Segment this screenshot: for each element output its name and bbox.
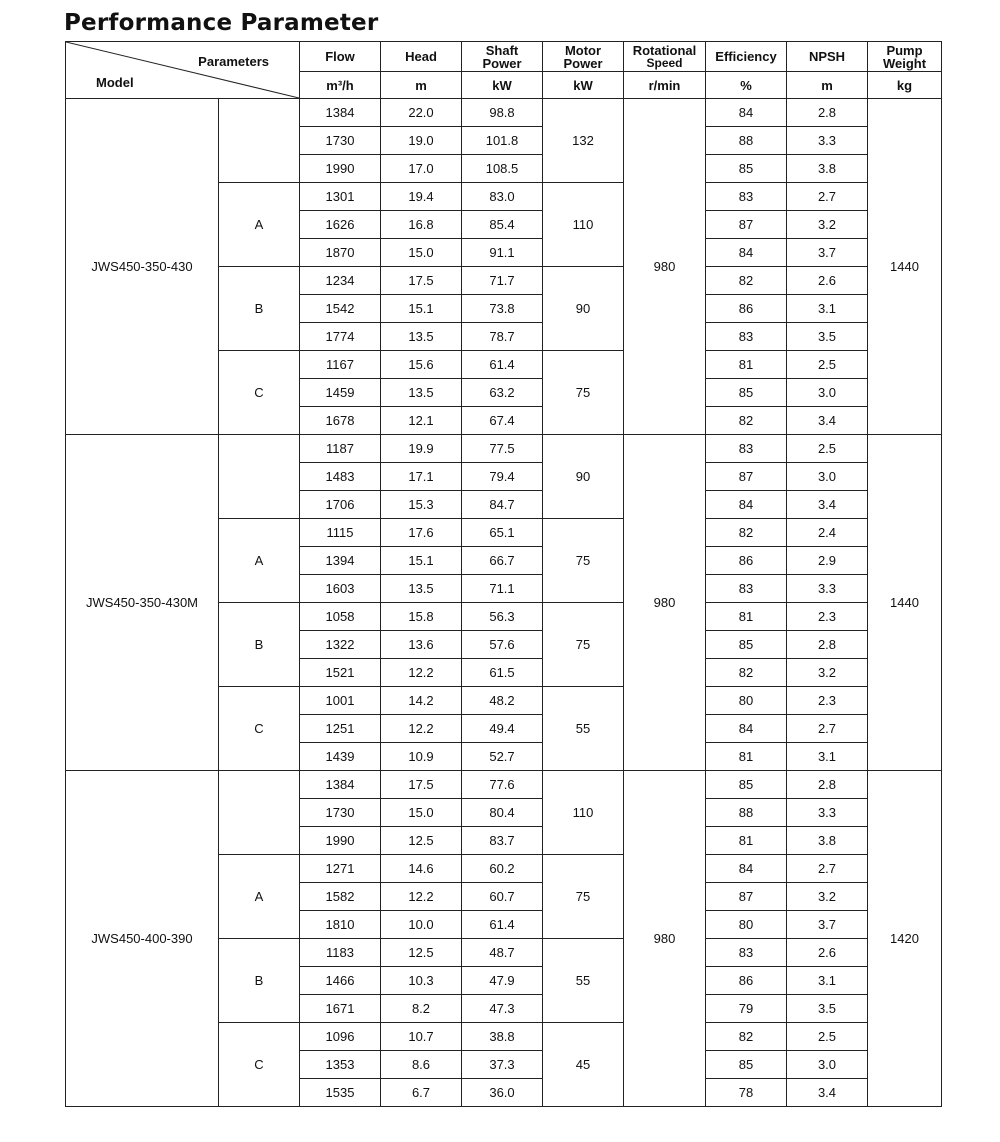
page-title: Performance Parameter xyxy=(64,10,379,36)
efficiency-cell: 84 xyxy=(706,491,787,519)
npsh-cell: 2.8 xyxy=(787,631,868,659)
parameters-label: Parameters xyxy=(198,54,269,69)
shaft-power-cell: 101.8 xyxy=(462,127,543,155)
efficiency-cell: 85 xyxy=(706,155,787,183)
efficiency-cell: 88 xyxy=(706,127,787,155)
shaft-power-cell: 48.7 xyxy=(462,939,543,967)
shaft-power-cell: 79.4 xyxy=(462,463,543,491)
head-cell: 12.1 xyxy=(381,407,462,435)
head-cell: 19.4 xyxy=(381,183,462,211)
efficiency-cell: 84 xyxy=(706,715,787,743)
flow-cell: 1671 xyxy=(300,995,381,1023)
efficiency-cell: 82 xyxy=(706,519,787,547)
motor-power-cell: 55 xyxy=(543,939,624,1023)
flow-cell: 1603 xyxy=(300,575,381,603)
shaft-power-cell: 83.0 xyxy=(462,183,543,211)
npsh-cell: 3.7 xyxy=(787,911,868,939)
motor-power-cell: 75 xyxy=(543,603,624,687)
shaft-power-cell: 77.5 xyxy=(462,435,543,463)
efficiency-cell: 80 xyxy=(706,687,787,715)
flow-cell: 1542 xyxy=(300,295,381,323)
rotational-speed-cell: 980 xyxy=(624,99,706,435)
npsh-cell: 3.0 xyxy=(787,463,868,491)
variant-label-cell xyxy=(219,771,300,855)
shaft-power-cell: 36.0 xyxy=(462,1079,543,1107)
flow-cell: 1466 xyxy=(300,967,381,995)
motor-power-cell: 75 xyxy=(543,855,624,939)
diagonal-header-cell xyxy=(66,42,300,99)
efficiency-cell: 80 xyxy=(706,911,787,939)
variant-label-cell: B xyxy=(219,939,300,1023)
npsh-cell: 3.2 xyxy=(787,211,868,239)
shaft-power-cell: 67.4 xyxy=(462,407,543,435)
npsh-cell: 3.3 xyxy=(787,127,868,155)
shaft-power-header xyxy=(462,42,543,72)
flow-cell: 1990 xyxy=(300,827,381,855)
npsh-cell: 2.9 xyxy=(787,547,868,575)
npsh-cell: 3.0 xyxy=(787,1051,868,1079)
head-cell: 16.8 xyxy=(381,211,462,239)
variant-label-cell: A xyxy=(219,183,300,267)
shaft-power-cell: 57.6 xyxy=(462,631,543,659)
efficiency-cell: 85 xyxy=(706,379,787,407)
flow-cell: 1483 xyxy=(300,463,381,491)
head-cell: 17.0 xyxy=(381,155,462,183)
flow-cell: 1730 xyxy=(300,799,381,827)
efficiency-cell: 79 xyxy=(706,995,787,1023)
npsh-cell: 3.8 xyxy=(787,827,868,855)
efficiency-cell: 81 xyxy=(706,351,787,379)
npsh-cell: 2.3 xyxy=(787,687,868,715)
npsh-cell: 3.4 xyxy=(787,1079,868,1107)
head-cell: 10.7 xyxy=(381,1023,462,1051)
head-cell: 12.2 xyxy=(381,715,462,743)
table-body xyxy=(66,99,942,1107)
efficiency-cell: 82 xyxy=(706,267,787,295)
shaft-power-cell: 63.2 xyxy=(462,379,543,407)
npsh-cell: 2.5 xyxy=(787,1023,868,1051)
motor-power-cell: 90 xyxy=(543,267,624,351)
efficiency-cell: 83 xyxy=(706,435,787,463)
model-name-cell: JWS450-350-430M xyxy=(66,435,219,771)
head-cell: 13.5 xyxy=(381,323,462,351)
head-cell: 12.5 xyxy=(381,827,462,855)
npsh-cell: 3.1 xyxy=(787,295,868,323)
npsh-header: NPSH xyxy=(787,42,868,72)
unit-cell: kg xyxy=(868,72,942,99)
variant-label-cell: C xyxy=(219,687,300,771)
shaft-power-cell: 71.7 xyxy=(462,267,543,295)
npsh-cell: 2.7 xyxy=(787,183,868,211)
npsh-cell: 3.2 xyxy=(787,883,868,911)
efficiency-cell: 82 xyxy=(706,1023,787,1051)
npsh-cell: 3.1 xyxy=(787,743,868,771)
motor-power-cell: 75 xyxy=(543,519,624,603)
pump-weight-cell: 1440 xyxy=(868,99,942,435)
pump-weight-label: Pump Weight xyxy=(882,42,927,71)
flow-cell: 1626 xyxy=(300,211,381,239)
shaft-power-cell: 49.4 xyxy=(462,715,543,743)
head-cell: 10.9 xyxy=(381,743,462,771)
flow-cell: 1058 xyxy=(300,603,381,631)
speed-label: Speed xyxy=(646,55,683,70)
flow-cell: 1535 xyxy=(300,1079,381,1107)
efficiency-cell: 82 xyxy=(706,659,787,687)
efficiency-cell: 85 xyxy=(706,771,787,799)
motor-power-cell: 45 xyxy=(543,1023,624,1107)
head-cell: 10.0 xyxy=(381,911,462,939)
shaft-power-cell: 66.7 xyxy=(462,547,543,575)
shaft-power-cell: 108.5 xyxy=(462,155,543,183)
flow-cell: 1730 xyxy=(300,127,381,155)
shaft-power-cell: 73.8 xyxy=(462,295,543,323)
flow-cell: 1167 xyxy=(300,351,381,379)
rotational-speed-header xyxy=(624,42,706,72)
head-cell: 12.2 xyxy=(381,883,462,911)
head-cell: 15.1 xyxy=(381,295,462,323)
flow-cell: 1251 xyxy=(300,715,381,743)
npsh-cell: 2.3 xyxy=(787,603,868,631)
npsh-cell: 2.5 xyxy=(787,435,868,463)
flow-cell: 1183 xyxy=(300,939,381,967)
efficiency-cell: 81 xyxy=(706,603,787,631)
shaft-power-cell: 61.4 xyxy=(462,351,543,379)
efficiency-cell: 83 xyxy=(706,939,787,967)
table-row xyxy=(66,771,942,799)
npsh-cell: 3.5 xyxy=(787,323,868,351)
model-name-cell: JWS450-400-390 xyxy=(66,771,219,1107)
flow-cell: 1384 xyxy=(300,771,381,799)
shaft-power-cell: 77.6 xyxy=(462,771,543,799)
motor-power-cell: 110 xyxy=(543,771,624,855)
npsh-cell: 3.8 xyxy=(787,155,868,183)
shaft-power-cell: 84.7 xyxy=(462,491,543,519)
table-row xyxy=(66,435,942,463)
shaft-power-cell: 47.3 xyxy=(462,995,543,1023)
flow-header: Flow xyxy=(300,42,381,72)
efficiency-cell: 84 xyxy=(706,855,787,883)
head-cell: 17.5 xyxy=(381,771,462,799)
head-cell: 19.9 xyxy=(381,435,462,463)
model-name-cell: JWS450-350-430 xyxy=(66,99,219,435)
head-cell: 12.2 xyxy=(381,659,462,687)
flow-cell: 1187 xyxy=(300,435,381,463)
efficiency-cell: 86 xyxy=(706,967,787,995)
npsh-cell: 2.5 xyxy=(787,351,868,379)
head-cell: 6.7 xyxy=(381,1079,462,1107)
head-cell: 10.3 xyxy=(381,967,462,995)
unit-cell: m³/h xyxy=(300,72,381,99)
head-header: Head xyxy=(381,42,462,72)
flow-cell: 1582 xyxy=(300,883,381,911)
flow-cell: 1678 xyxy=(300,407,381,435)
efficiency-cell: 84 xyxy=(706,99,787,127)
head-cell: 8.6 xyxy=(381,1051,462,1079)
efficiency-cell: 78 xyxy=(706,1079,787,1107)
npsh-cell: 3.4 xyxy=(787,491,868,519)
head-cell: 17.5 xyxy=(381,267,462,295)
head-cell: 15.1 xyxy=(381,547,462,575)
head-cell: 19.0 xyxy=(381,127,462,155)
unit-cell: kW xyxy=(462,72,543,99)
efficiency-header: Efficiency xyxy=(706,42,787,72)
motor-power-cell: 132 xyxy=(543,99,624,183)
flow-cell: 1459 xyxy=(300,379,381,407)
efficiency-cell: 86 xyxy=(706,295,787,323)
head-cell: 13.6 xyxy=(381,631,462,659)
npsh-cell: 2.6 xyxy=(787,267,868,295)
shaft-power-cell: 98.8 xyxy=(462,99,543,127)
variant-label-cell xyxy=(219,99,300,183)
table-row xyxy=(66,99,942,127)
efficiency-cell: 84 xyxy=(706,239,787,267)
head-cell: 15.0 xyxy=(381,239,462,267)
efficiency-cell: 83 xyxy=(706,575,787,603)
npsh-cell: 3.3 xyxy=(787,575,868,603)
efficiency-cell: 88 xyxy=(706,799,787,827)
head-cell: 15.8 xyxy=(381,603,462,631)
efficiency-cell: 81 xyxy=(706,827,787,855)
flow-cell: 1322 xyxy=(300,631,381,659)
flow-cell: 1810 xyxy=(300,911,381,939)
motor-power-label: Motor Power xyxy=(563,42,603,71)
shaft-power-cell: 38.8 xyxy=(462,1023,543,1051)
shaft-power-cell: 52.7 xyxy=(462,743,543,771)
shaft-power-cell: 37.3 xyxy=(462,1051,543,1079)
motor-power-cell: 110 xyxy=(543,183,624,267)
shaft-power-cell: 71.1 xyxy=(462,575,543,603)
flow-cell: 1394 xyxy=(300,547,381,575)
efficiency-cell: 87 xyxy=(706,883,787,911)
motor-power-header xyxy=(543,42,624,72)
unit-cell: r/min xyxy=(624,72,706,99)
npsh-cell: 2.7 xyxy=(787,715,868,743)
unit-cell: m xyxy=(381,72,462,99)
variant-label-cell: B xyxy=(219,267,300,351)
flow-cell: 1001 xyxy=(300,687,381,715)
npsh-cell: 3.1 xyxy=(787,967,868,995)
head-cell: 17.1 xyxy=(381,463,462,491)
motor-power-cell: 75 xyxy=(543,351,624,435)
efficiency-cell: 81 xyxy=(706,743,787,771)
npsh-cell: 3.4 xyxy=(787,407,868,435)
shaft-power-cell: 61.4 xyxy=(462,911,543,939)
npsh-cell: 3.0 xyxy=(787,379,868,407)
efficiency-cell: 85 xyxy=(706,1051,787,1079)
motor-power-cell: 55 xyxy=(543,687,624,771)
npsh-cell: 3.7 xyxy=(787,239,868,267)
efficiency-cell: 82 xyxy=(706,407,787,435)
shaft-power-cell: 91.1 xyxy=(462,239,543,267)
flow-cell: 1301 xyxy=(300,183,381,211)
efficiency-cell: 87 xyxy=(706,211,787,239)
unit-cell: kW xyxy=(543,72,624,99)
flow-cell: 1774 xyxy=(300,323,381,351)
shaft-power-cell: 80.4 xyxy=(462,799,543,827)
npsh-cell: 3.2 xyxy=(787,659,868,687)
variant-label-cell xyxy=(219,435,300,519)
shaft-power-cell: 85.4 xyxy=(462,211,543,239)
flow-cell: 1096 xyxy=(300,1023,381,1051)
flow-cell: 1870 xyxy=(300,239,381,267)
head-cell: 15.6 xyxy=(381,351,462,379)
motor-power-cell: 90 xyxy=(543,435,624,519)
shaft-power-cell: 78.7 xyxy=(462,323,543,351)
shaft-power-cell: 48.2 xyxy=(462,687,543,715)
head-cell: 13.5 xyxy=(381,379,462,407)
efficiency-cell: 86 xyxy=(706,547,787,575)
npsh-cell: 3.5 xyxy=(787,995,868,1023)
npsh-cell: 3.3 xyxy=(787,799,868,827)
head-cell: 15.3 xyxy=(381,491,462,519)
head-cell: 8.2 xyxy=(381,995,462,1023)
head-cell: 12.5 xyxy=(381,939,462,967)
shaft-power-cell: 56.3 xyxy=(462,603,543,631)
efficiency-cell: 85 xyxy=(706,631,787,659)
flow-cell: 1115 xyxy=(300,519,381,547)
shaft-power-label: Shaft Power xyxy=(482,42,522,71)
flow-cell: 1439 xyxy=(300,743,381,771)
head-cell: 17.6 xyxy=(381,519,462,547)
npsh-cell: 2.7 xyxy=(787,855,868,883)
pump-weight-header xyxy=(868,42,942,72)
model-label: Model xyxy=(96,75,134,90)
shaft-power-cell: 47.9 xyxy=(462,967,543,995)
variant-label-cell: B xyxy=(219,603,300,687)
flow-cell: 1706 xyxy=(300,491,381,519)
flow-cell: 1990 xyxy=(300,155,381,183)
variant-label-cell: C xyxy=(219,351,300,435)
npsh-cell: 2.4 xyxy=(787,519,868,547)
shaft-power-cell: 60.2 xyxy=(462,855,543,883)
head-cell: 15.0 xyxy=(381,799,462,827)
shaft-power-cell: 83.7 xyxy=(462,827,543,855)
pump-weight-cell: 1440 xyxy=(868,435,942,771)
pump-weight-cell: 1420 xyxy=(868,771,942,1107)
shaft-power-cell: 61.5 xyxy=(462,659,543,687)
rotational-speed-cell: 980 xyxy=(624,435,706,771)
head-cell: 13.5 xyxy=(381,575,462,603)
rotational-label: Rotational xyxy=(632,42,697,58)
variant-label-cell: C xyxy=(219,1023,300,1107)
npsh-cell: 2.8 xyxy=(787,771,868,799)
shaft-power-cell: 65.1 xyxy=(462,519,543,547)
flow-cell: 1521 xyxy=(300,659,381,687)
unit-cell: m xyxy=(787,72,868,99)
rotational-speed-cell: 980 xyxy=(624,771,706,1107)
head-cell: 14.6 xyxy=(381,855,462,883)
npsh-cell: 2.8 xyxy=(787,99,868,127)
unit-cell: % xyxy=(706,72,787,99)
flow-cell: 1271 xyxy=(300,855,381,883)
head-cell: 22.0 xyxy=(381,99,462,127)
flow-cell: 1384 xyxy=(300,99,381,127)
efficiency-cell: 83 xyxy=(706,183,787,211)
flow-cell: 1353 xyxy=(300,1051,381,1079)
variant-label-cell: A xyxy=(219,855,300,939)
performance-table xyxy=(65,41,942,1107)
shaft-power-cell: 60.7 xyxy=(462,883,543,911)
head-cell: 14.2 xyxy=(381,687,462,715)
variant-label-cell: A xyxy=(219,519,300,603)
flow-cell: 1234 xyxy=(300,267,381,295)
npsh-cell: 2.6 xyxy=(787,939,868,967)
efficiency-cell: 83 xyxy=(706,323,787,351)
efficiency-cell: 87 xyxy=(706,463,787,491)
